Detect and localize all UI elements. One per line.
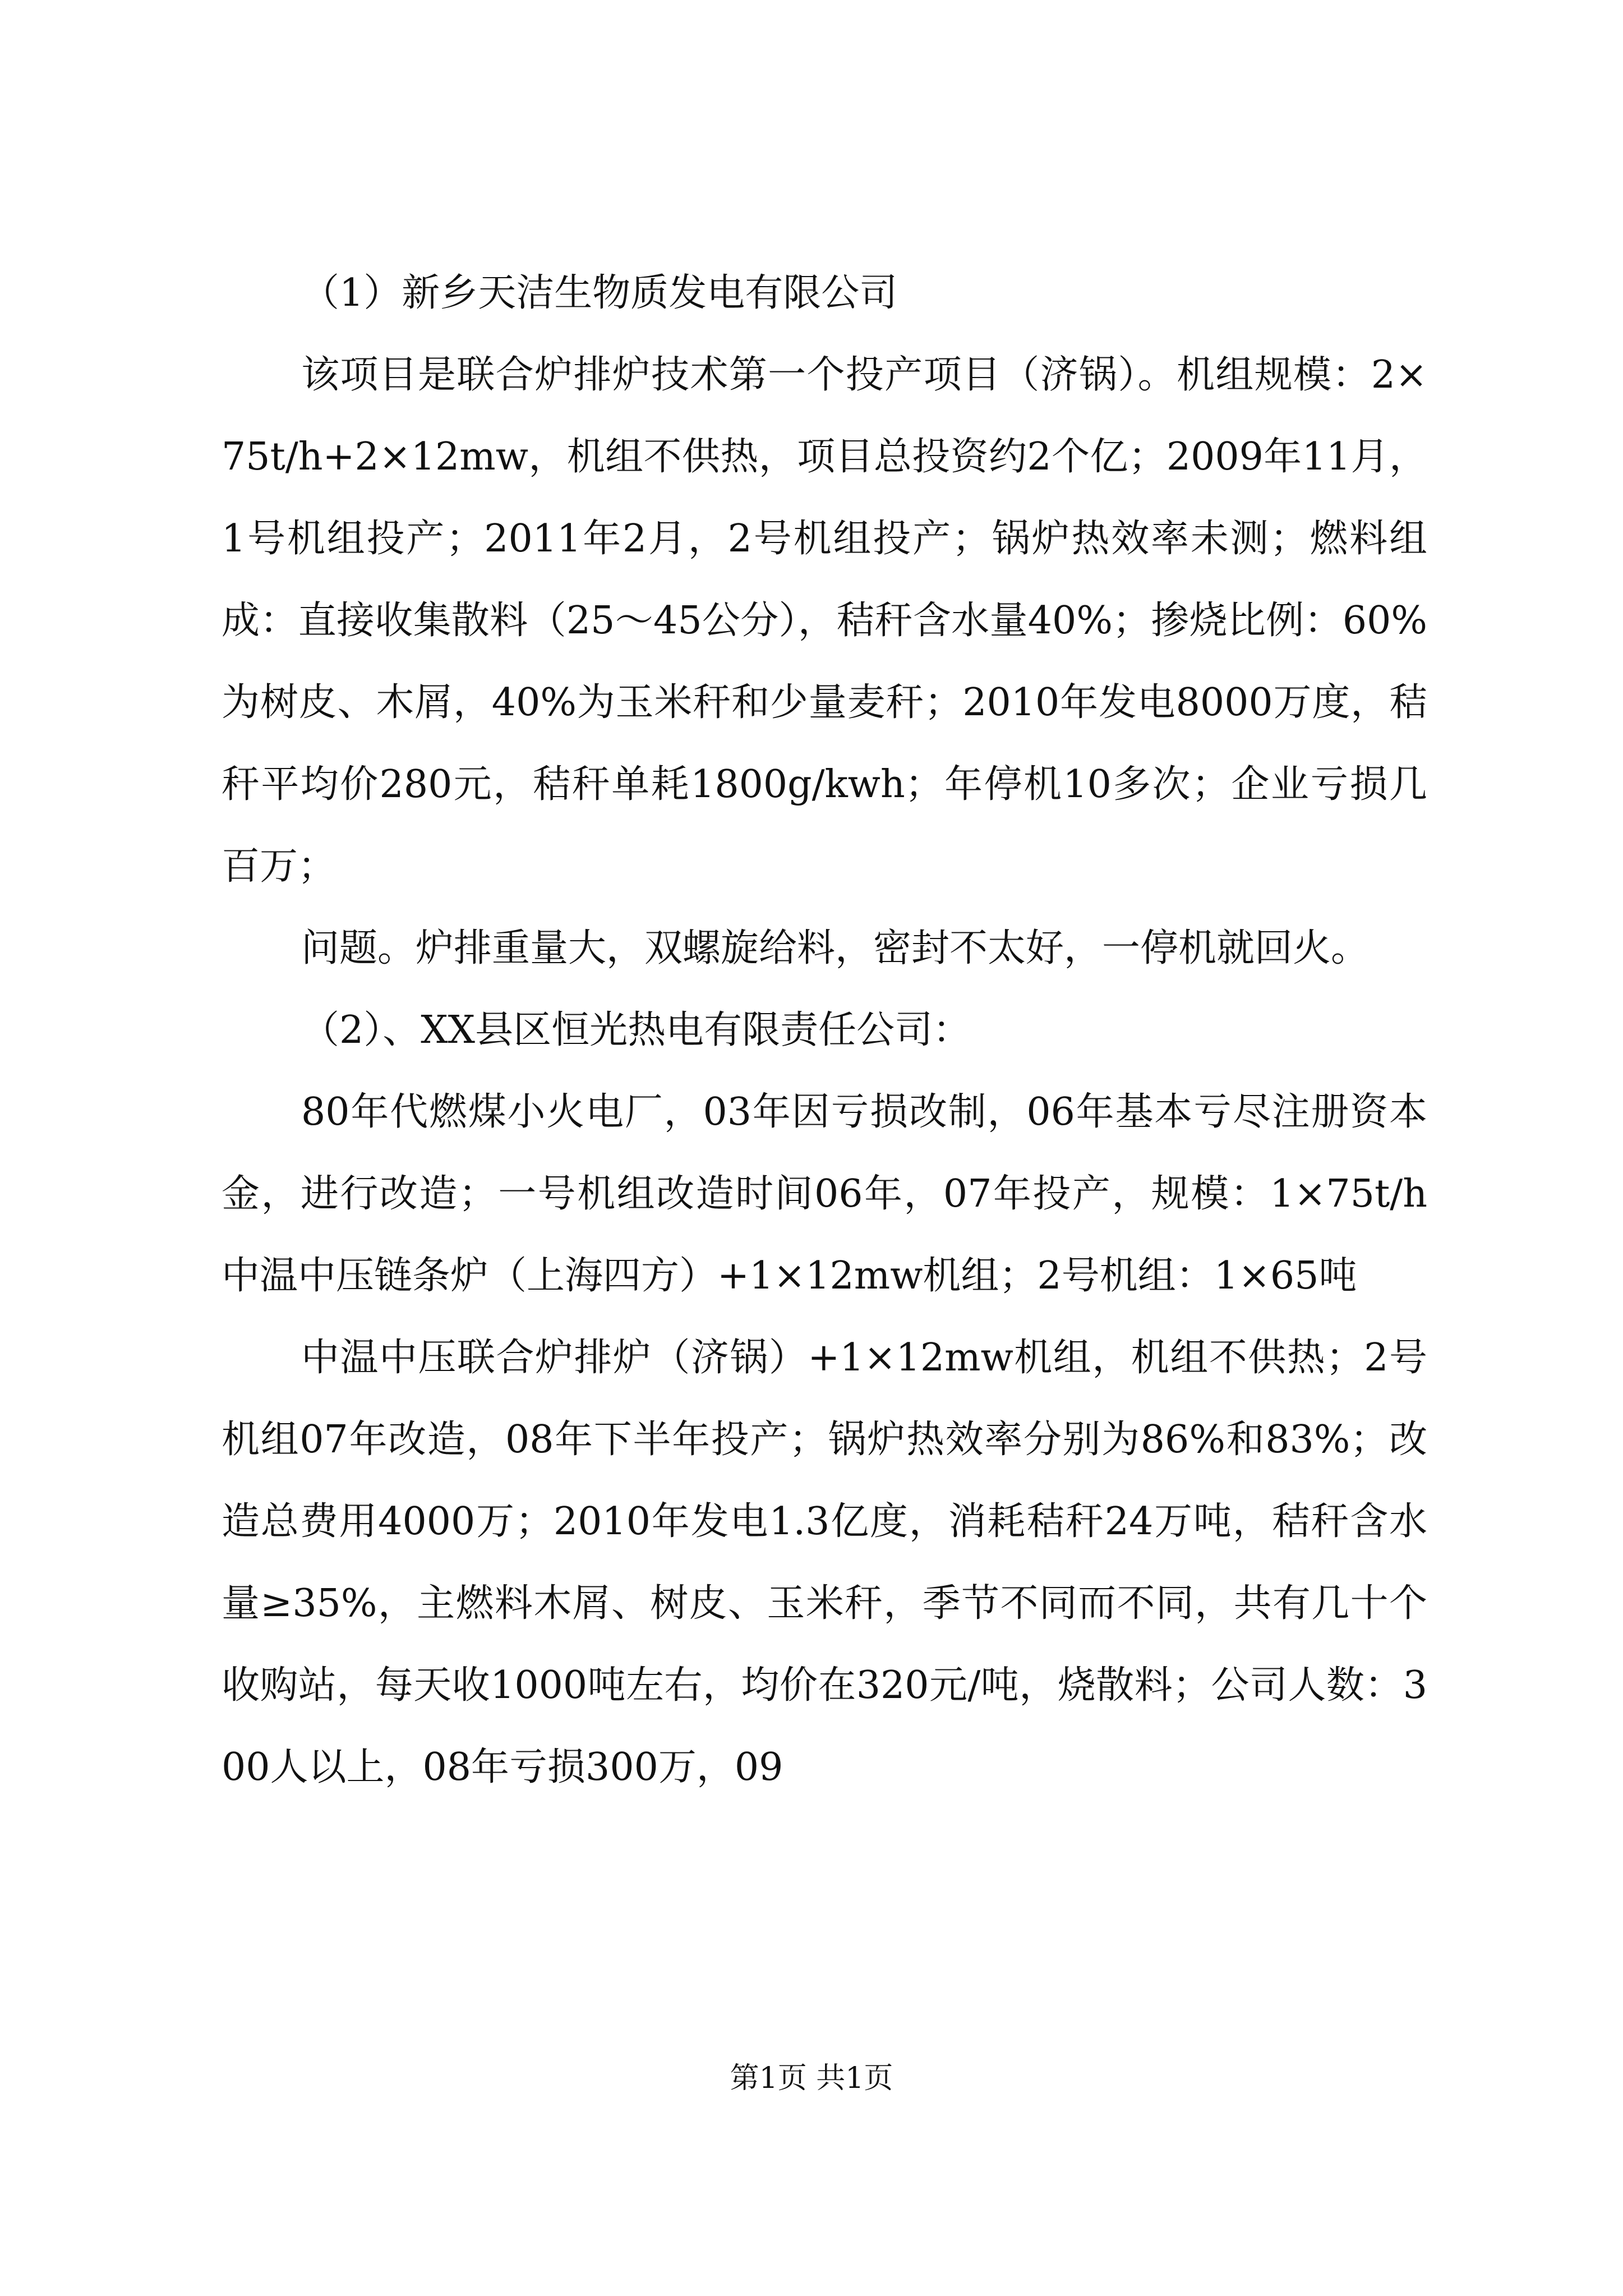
paragraph-2: 问题。炉排重量大，双螺旋给料，密封不太好，一停机就回火。 (301, 926, 1370, 970)
section-heading-1: （1）新乡天洁生物质发电有限公司 (301, 271, 898, 315)
paragraph-4: 中温中压联合炉排炉（济锅）+1×12mw机组，机组不供热；2号机组07年改造，08年下半年投产；锅炉热效率分别为86%和83%；改造总费用4000万；2010年发电1.3亿度，消耗秸秆24万吨，秸秆含水量≥35%，主燃料木屑、树皮、玉米秆，季节不同而不同，共有几十个收购站，每天收1000吨左右，均价在320元/吨，烧散料；公司人数：300人以上，08年亏损300万，09 (222, 1336, 1427, 1789)
document-body (222, 252, 1427, 1809)
paragraph-1: 该项目是联合炉排炉技术第一个投产项目（济锅）。机组规模：2×75t/h+2×12mw，机组不供热，项目总投资约2个亿；2009年11月，1号机组投产；2011年2月，2号机组投产；锅炉热效率未测；燃料组成：直接收集散料（25～45公分），秸秆含水量40%；掺烧比例：60%为树皮、木屑，40%为玉米秆和少量麦秆；2010年发电8000万度，秸秆平均价280元，秸秆单耗1800g/kwh；年停机10多次；企业亏损几百万； (222, 353, 1427, 889)
page-footer: 第1页 共1页 (730, 2062, 893, 2095)
section-heading-2: （2）、XX县区恒光热电有限责任公司： (301, 1008, 971, 1052)
paragraph-3: 80年代燃煤小火电厂，03年因亏损改制，06年基本亏尽注册资本金，进行改造；一号机组改造时间06年，07年投产，规模：1×75t/h中温中压链条炉（上海四方）+1×12mw机组；2号机组：1×65吨 (222, 1090, 1427, 1298)
